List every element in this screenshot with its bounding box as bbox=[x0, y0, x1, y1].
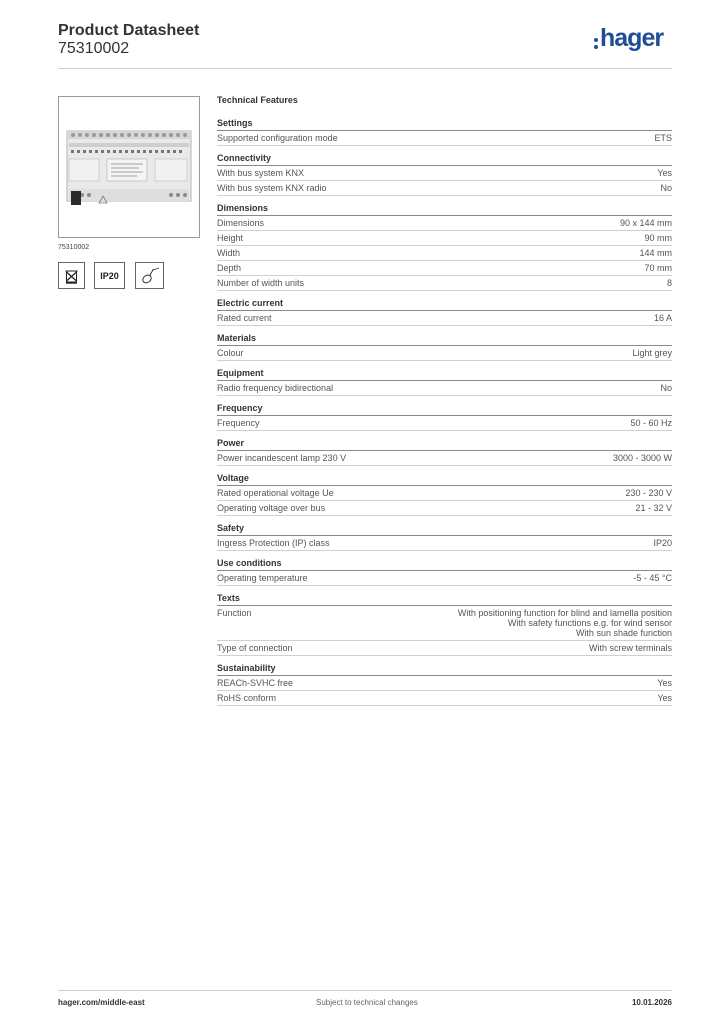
feature-value-line: 3000 - 3000 W bbox=[612, 453, 672, 463]
feature-value-line: IP20 bbox=[653, 538, 672, 548]
feature-section bbox=[217, 332, 672, 361]
section-title: Texts bbox=[217, 592, 672, 606]
section-title: Electric current bbox=[217, 297, 672, 311]
feature-row bbox=[217, 311, 672, 326]
feature-section bbox=[217, 202, 672, 291]
product-photo bbox=[58, 96, 200, 238]
section-title: Settings bbox=[217, 117, 672, 131]
section-title: Sustainability bbox=[217, 662, 672, 676]
feature-row bbox=[217, 131, 672, 146]
feature-label: Operating temperature bbox=[217, 573, 308, 583]
feature-value-line: Yes bbox=[657, 693, 672, 703]
feature-row bbox=[217, 246, 672, 261]
feature-section bbox=[217, 437, 672, 466]
feature-label: Width bbox=[217, 248, 241, 258]
footer-website: hager.com/middle-east bbox=[58, 998, 145, 1007]
feature-value bbox=[260, 418, 672, 428]
technical-features-title: Technical Features bbox=[217, 95, 298, 105]
feature-label: Power incandescent lamp 230 V bbox=[217, 453, 347, 463]
feature-row bbox=[217, 276, 672, 291]
feature-label: Depth bbox=[217, 263, 242, 273]
feature-value-line: No bbox=[660, 383, 672, 393]
feature-value-line: With screw terminals bbox=[588, 643, 672, 653]
section-title: Power bbox=[217, 437, 672, 451]
feature-section bbox=[217, 662, 672, 706]
feature-label: Dimensions bbox=[217, 218, 265, 228]
feature-label: Supported configuration mode bbox=[217, 133, 338, 143]
section-title: Voltage bbox=[217, 472, 672, 486]
feature-label: Operating voltage over bus bbox=[217, 503, 326, 513]
feature-value-line: Yes bbox=[657, 168, 672, 178]
section-title: Equipment bbox=[217, 367, 672, 381]
section-title: Use conditions bbox=[217, 557, 672, 571]
feature-value bbox=[293, 678, 672, 688]
feature-value-line: No bbox=[660, 183, 672, 193]
logo-text: hager bbox=[600, 24, 664, 52]
feature-label: Rated operational voltage Ue bbox=[217, 488, 334, 498]
feature-value bbox=[325, 503, 672, 513]
feature-value bbox=[304, 168, 672, 178]
feature-section bbox=[217, 297, 672, 326]
feature-section bbox=[217, 472, 672, 516]
feature-value-line: 21 - 32 V bbox=[635, 503, 672, 513]
ip20-icon: IP20 bbox=[94, 262, 125, 289]
feature-label: Number of width units bbox=[217, 278, 305, 288]
feature-row bbox=[217, 501, 672, 516]
feature-value-line: ETS bbox=[654, 133, 672, 143]
feature-value-line: With positioning function for blind and lamella position bbox=[457, 608, 672, 618]
logo-dot-lower bbox=[594, 45, 598, 49]
feature-row bbox=[217, 181, 672, 196]
feature-value-line: With safety functions e.g. for wind sensor bbox=[507, 618, 672, 628]
feature-value bbox=[252, 608, 672, 638]
feature-value bbox=[304, 278, 672, 288]
feature-value bbox=[276, 693, 672, 703]
feature-value-line: 90 x 144 mm bbox=[619, 218, 672, 228]
feature-label: Ingress Protection (IP) class bbox=[217, 538, 330, 548]
page-title: Product Datasheet bbox=[58, 22, 200, 39]
feature-value bbox=[308, 573, 672, 583]
tool-free-icon bbox=[135, 262, 164, 289]
feature-label: Function bbox=[217, 608, 252, 618]
feature-value bbox=[346, 453, 672, 463]
feature-row bbox=[217, 451, 672, 466]
feature-value bbox=[272, 313, 672, 323]
feature-value bbox=[333, 383, 672, 393]
feature-row bbox=[217, 216, 672, 231]
feature-value bbox=[264, 218, 672, 228]
section-title: Frequency bbox=[217, 402, 672, 416]
feature-label: RoHS conform bbox=[217, 693, 277, 703]
knx-actuator-icon bbox=[59, 97, 199, 237]
feature-row bbox=[217, 641, 672, 656]
feature-value-line: 8 bbox=[666, 278, 672, 288]
footer-notice: Subject to technical changes bbox=[316, 998, 418, 1007]
technical-features bbox=[217, 95, 672, 706]
no-waste-bin-icon bbox=[58, 262, 85, 289]
feature-label: With bus system KNX bbox=[217, 168, 305, 178]
product-number: 75310002 bbox=[58, 40, 130, 57]
feature-row bbox=[217, 536, 672, 551]
feature-value bbox=[293, 643, 672, 653]
feature-value bbox=[243, 233, 672, 243]
feature-row bbox=[217, 571, 672, 586]
feature-label: Type of connection bbox=[217, 643, 293, 653]
feature-label: REACh-SVHC free bbox=[217, 678, 294, 688]
feature-row bbox=[217, 166, 672, 181]
feature-value-line: -5 - 45 °C bbox=[633, 573, 672, 583]
section-title: Safety bbox=[217, 522, 672, 536]
feature-section bbox=[217, 117, 672, 146]
feature-value-line: 230 - 230 V bbox=[625, 488, 672, 498]
feature-row bbox=[217, 261, 672, 276]
hager-logo bbox=[594, 24, 674, 58]
feature-value-line: With sun shade function bbox=[575, 628, 672, 638]
feature-sections bbox=[217, 117, 672, 706]
feature-value bbox=[241, 263, 672, 273]
feature-value-line: 90 mm bbox=[644, 233, 672, 243]
section-title: Connectivity bbox=[217, 152, 672, 166]
feature-value bbox=[240, 248, 672, 258]
feature-value bbox=[327, 183, 672, 193]
feature-label: Rated current bbox=[217, 313, 272, 323]
feature-section bbox=[217, 402, 672, 431]
feature-row bbox=[217, 606, 672, 641]
feature-section bbox=[217, 522, 672, 551]
footer-divider bbox=[58, 990, 672, 991]
feature-row bbox=[217, 416, 672, 431]
section-title: Materials bbox=[217, 332, 672, 346]
feature-row bbox=[217, 346, 672, 361]
feature-label: Frequency bbox=[217, 418, 260, 428]
feature-value-line: 70 mm bbox=[644, 263, 672, 273]
feature-value-line: 16 A bbox=[653, 313, 672, 323]
feature-section bbox=[217, 152, 672, 196]
feature-section bbox=[217, 557, 672, 586]
product-sku: 75310002 bbox=[58, 244, 90, 251]
footer-date: 10.01.2026 bbox=[631, 998, 672, 1007]
feature-value-line: 50 - 60 Hz bbox=[630, 418, 672, 428]
feature-row bbox=[217, 676, 672, 691]
feature-row bbox=[217, 691, 672, 706]
feature-label: Colour bbox=[217, 348, 244, 358]
feature-value bbox=[338, 133, 672, 143]
feature-value bbox=[330, 538, 672, 548]
feature-value bbox=[334, 488, 672, 498]
feature-row bbox=[217, 486, 672, 501]
feature-row bbox=[217, 381, 672, 396]
feature-label: Height bbox=[217, 233, 244, 243]
feature-label: With bus system KNX radio bbox=[217, 183, 327, 193]
feature-section bbox=[217, 592, 672, 656]
feature-label: Radio frequency bidirectional bbox=[217, 383, 334, 393]
feature-section bbox=[217, 367, 672, 396]
feature-value-line: Light grey bbox=[632, 348, 672, 358]
header-divider bbox=[58, 68, 672, 69]
logo-dot-upper bbox=[594, 38, 598, 42]
feature-row bbox=[217, 231, 672, 246]
feature-value bbox=[244, 348, 672, 358]
feature-value-line: Yes bbox=[657, 678, 672, 688]
feature-value-line: 144 mm bbox=[639, 248, 672, 258]
section-title: Dimensions bbox=[217, 202, 672, 216]
